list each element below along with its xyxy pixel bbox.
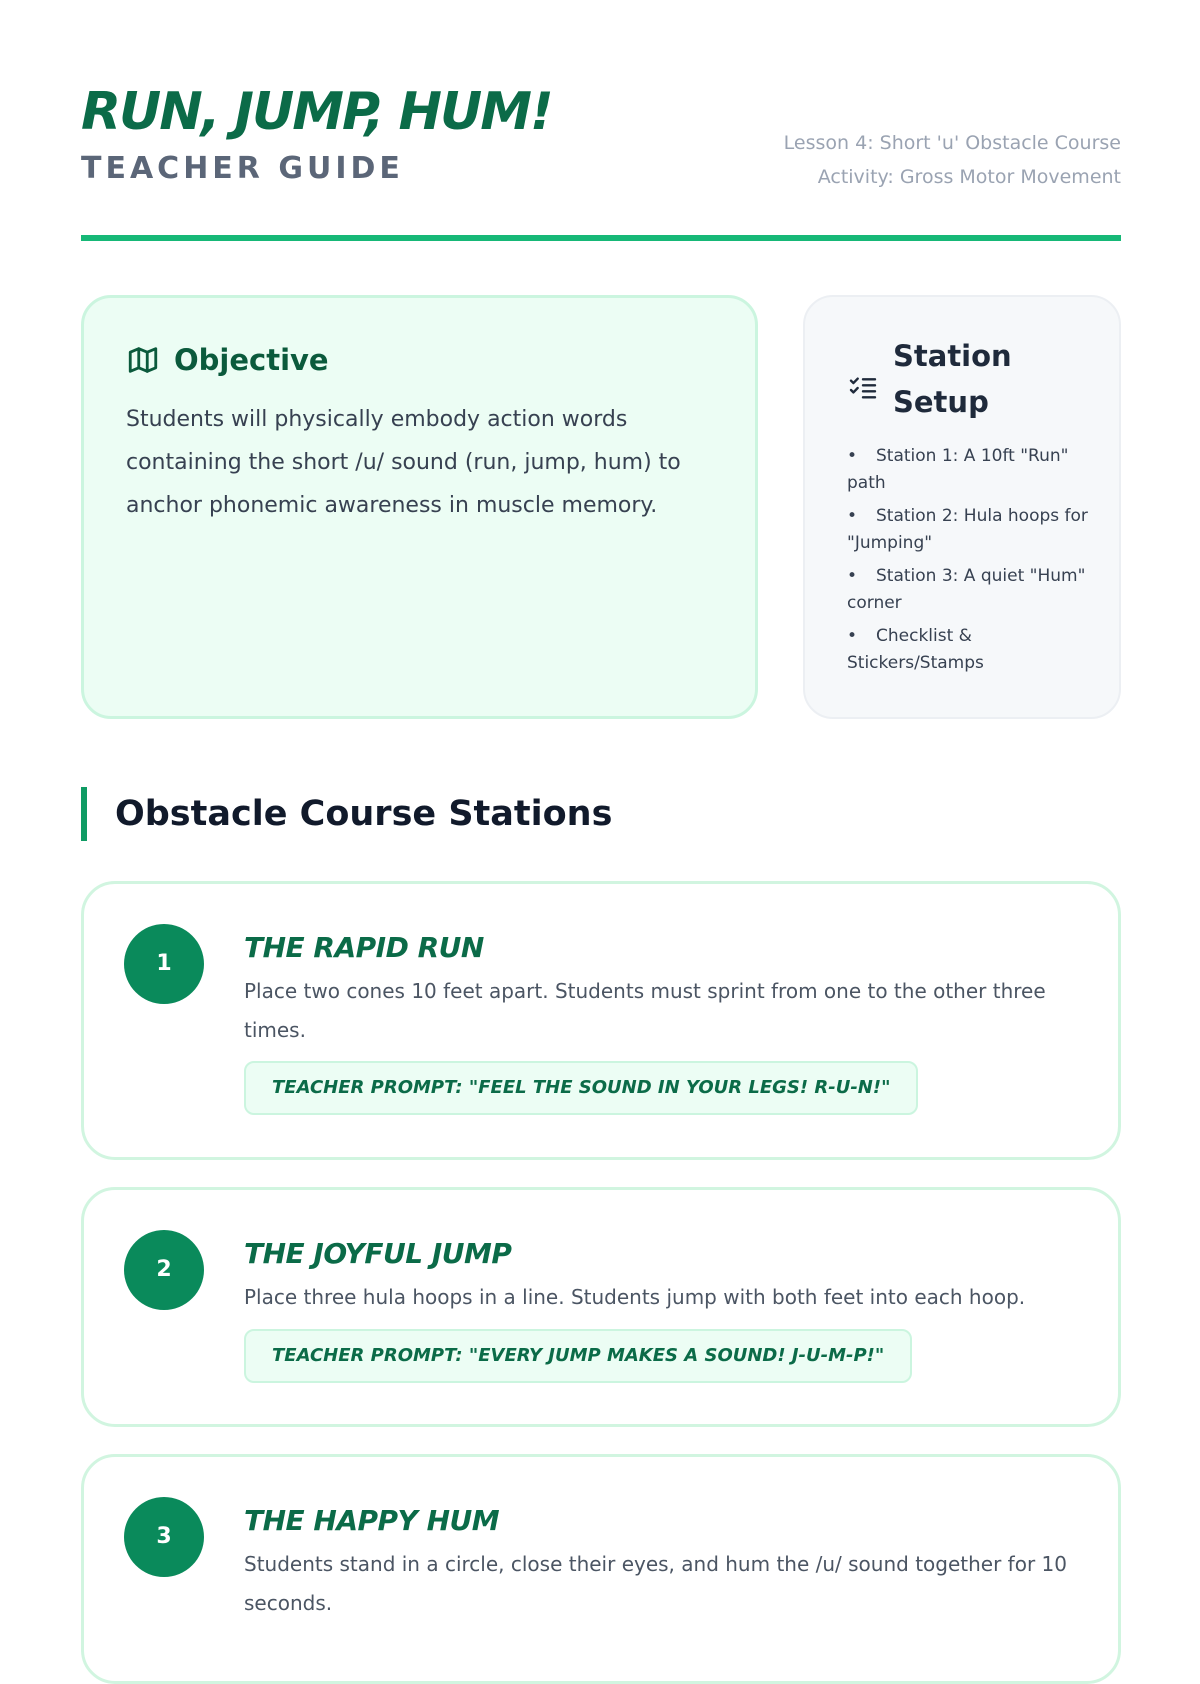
activity-label: Activity: Gross Motor Movement: [817, 166, 1121, 188]
setup-item-text: Station 2: Hula hoops for "Jumping": [847, 506, 1088, 553]
page-title: RUN, JUMP, HUM!: [81, 82, 552, 142]
bullet-icon: •: [847, 566, 858, 586]
header-divider: [81, 235, 1121, 241]
station-description: Place three hula hoops in a line. Students jump with both feet into each hoop.: [244, 1285, 1026, 1309]
list-item: [847, 503, 1099, 557]
station-card-3: [81, 1454, 1121, 1684]
lesson-meta: [784, 126, 1121, 194]
teacher-prompt: TEACHER PROMPT: "EVERY JUMP MAKES A SOUND! J-U-M-P!": [244, 1329, 912, 1383]
teacher-prompt: TEACHER PROMPT: "FEEL THE SOUND IN YOUR LEGS! R-U-N!": [244, 1061, 918, 1115]
station-card-1: [81, 881, 1121, 1160]
objective-title: Objective: [174, 343, 329, 377]
bullet-icon: •: [847, 446, 858, 466]
list-item: [847, 623, 1099, 677]
station-title: THE RAPID RUN: [244, 931, 484, 964]
station-title: THE JOYFUL JUMP: [244, 1237, 512, 1270]
station-description: Place two cones 10 feet apart. Students must sprint from one to the other three times.: [244, 979, 1046, 1042]
bullet-icon: •: [847, 626, 858, 646]
station-card-2: [81, 1187, 1121, 1427]
objective-header: [126, 340, 329, 380]
objective-text: Students will physically embody action words containing the short /u/ sound (run, jump, hum) to anchor phonemic awareness in muscle memory.: [126, 407, 681, 518]
map-icon: [126, 343, 160, 377]
objective-card: [81, 295, 758, 719]
list-item: [847, 563, 1099, 617]
station-title: THE HAPPY HUM: [244, 1504, 500, 1537]
checklist-icon: [847, 372, 879, 404]
header: [81, 78, 1121, 188]
setup-item-text: Station 1: A 10ft "Run" path: [847, 446, 1069, 493]
setup-list: [847, 443, 1099, 683]
station-setup-card: [803, 295, 1121, 719]
station-setup-title: Station Setup: [893, 339, 1012, 419]
page-subtitle: TEACHER GUIDE: [81, 151, 404, 186]
setup-item-text: Checklist & Stickers/Stamps: [847, 626, 984, 673]
section-accent-bar: [81, 787, 87, 841]
bullet-icon: •: [847, 506, 858, 526]
section-title: Obstacle Course Stations: [115, 794, 613, 834]
list-item: [847, 443, 1099, 497]
lesson-label: Lesson 4: Short 'u' Obstacle Course: [783, 132, 1121, 154]
station-number-badge: 3: [124, 1497, 204, 1577]
station-description: Students stand in a circle, close their eyes, and hum the /u/ sound together for 10 seconds.: [244, 1552, 1067, 1615]
station-number-badge: 1: [124, 924, 204, 1004]
setup-item-text: Station 3: A quiet "Hum" corner: [847, 566, 1086, 613]
station-number-badge: 2: [124, 1230, 204, 1310]
